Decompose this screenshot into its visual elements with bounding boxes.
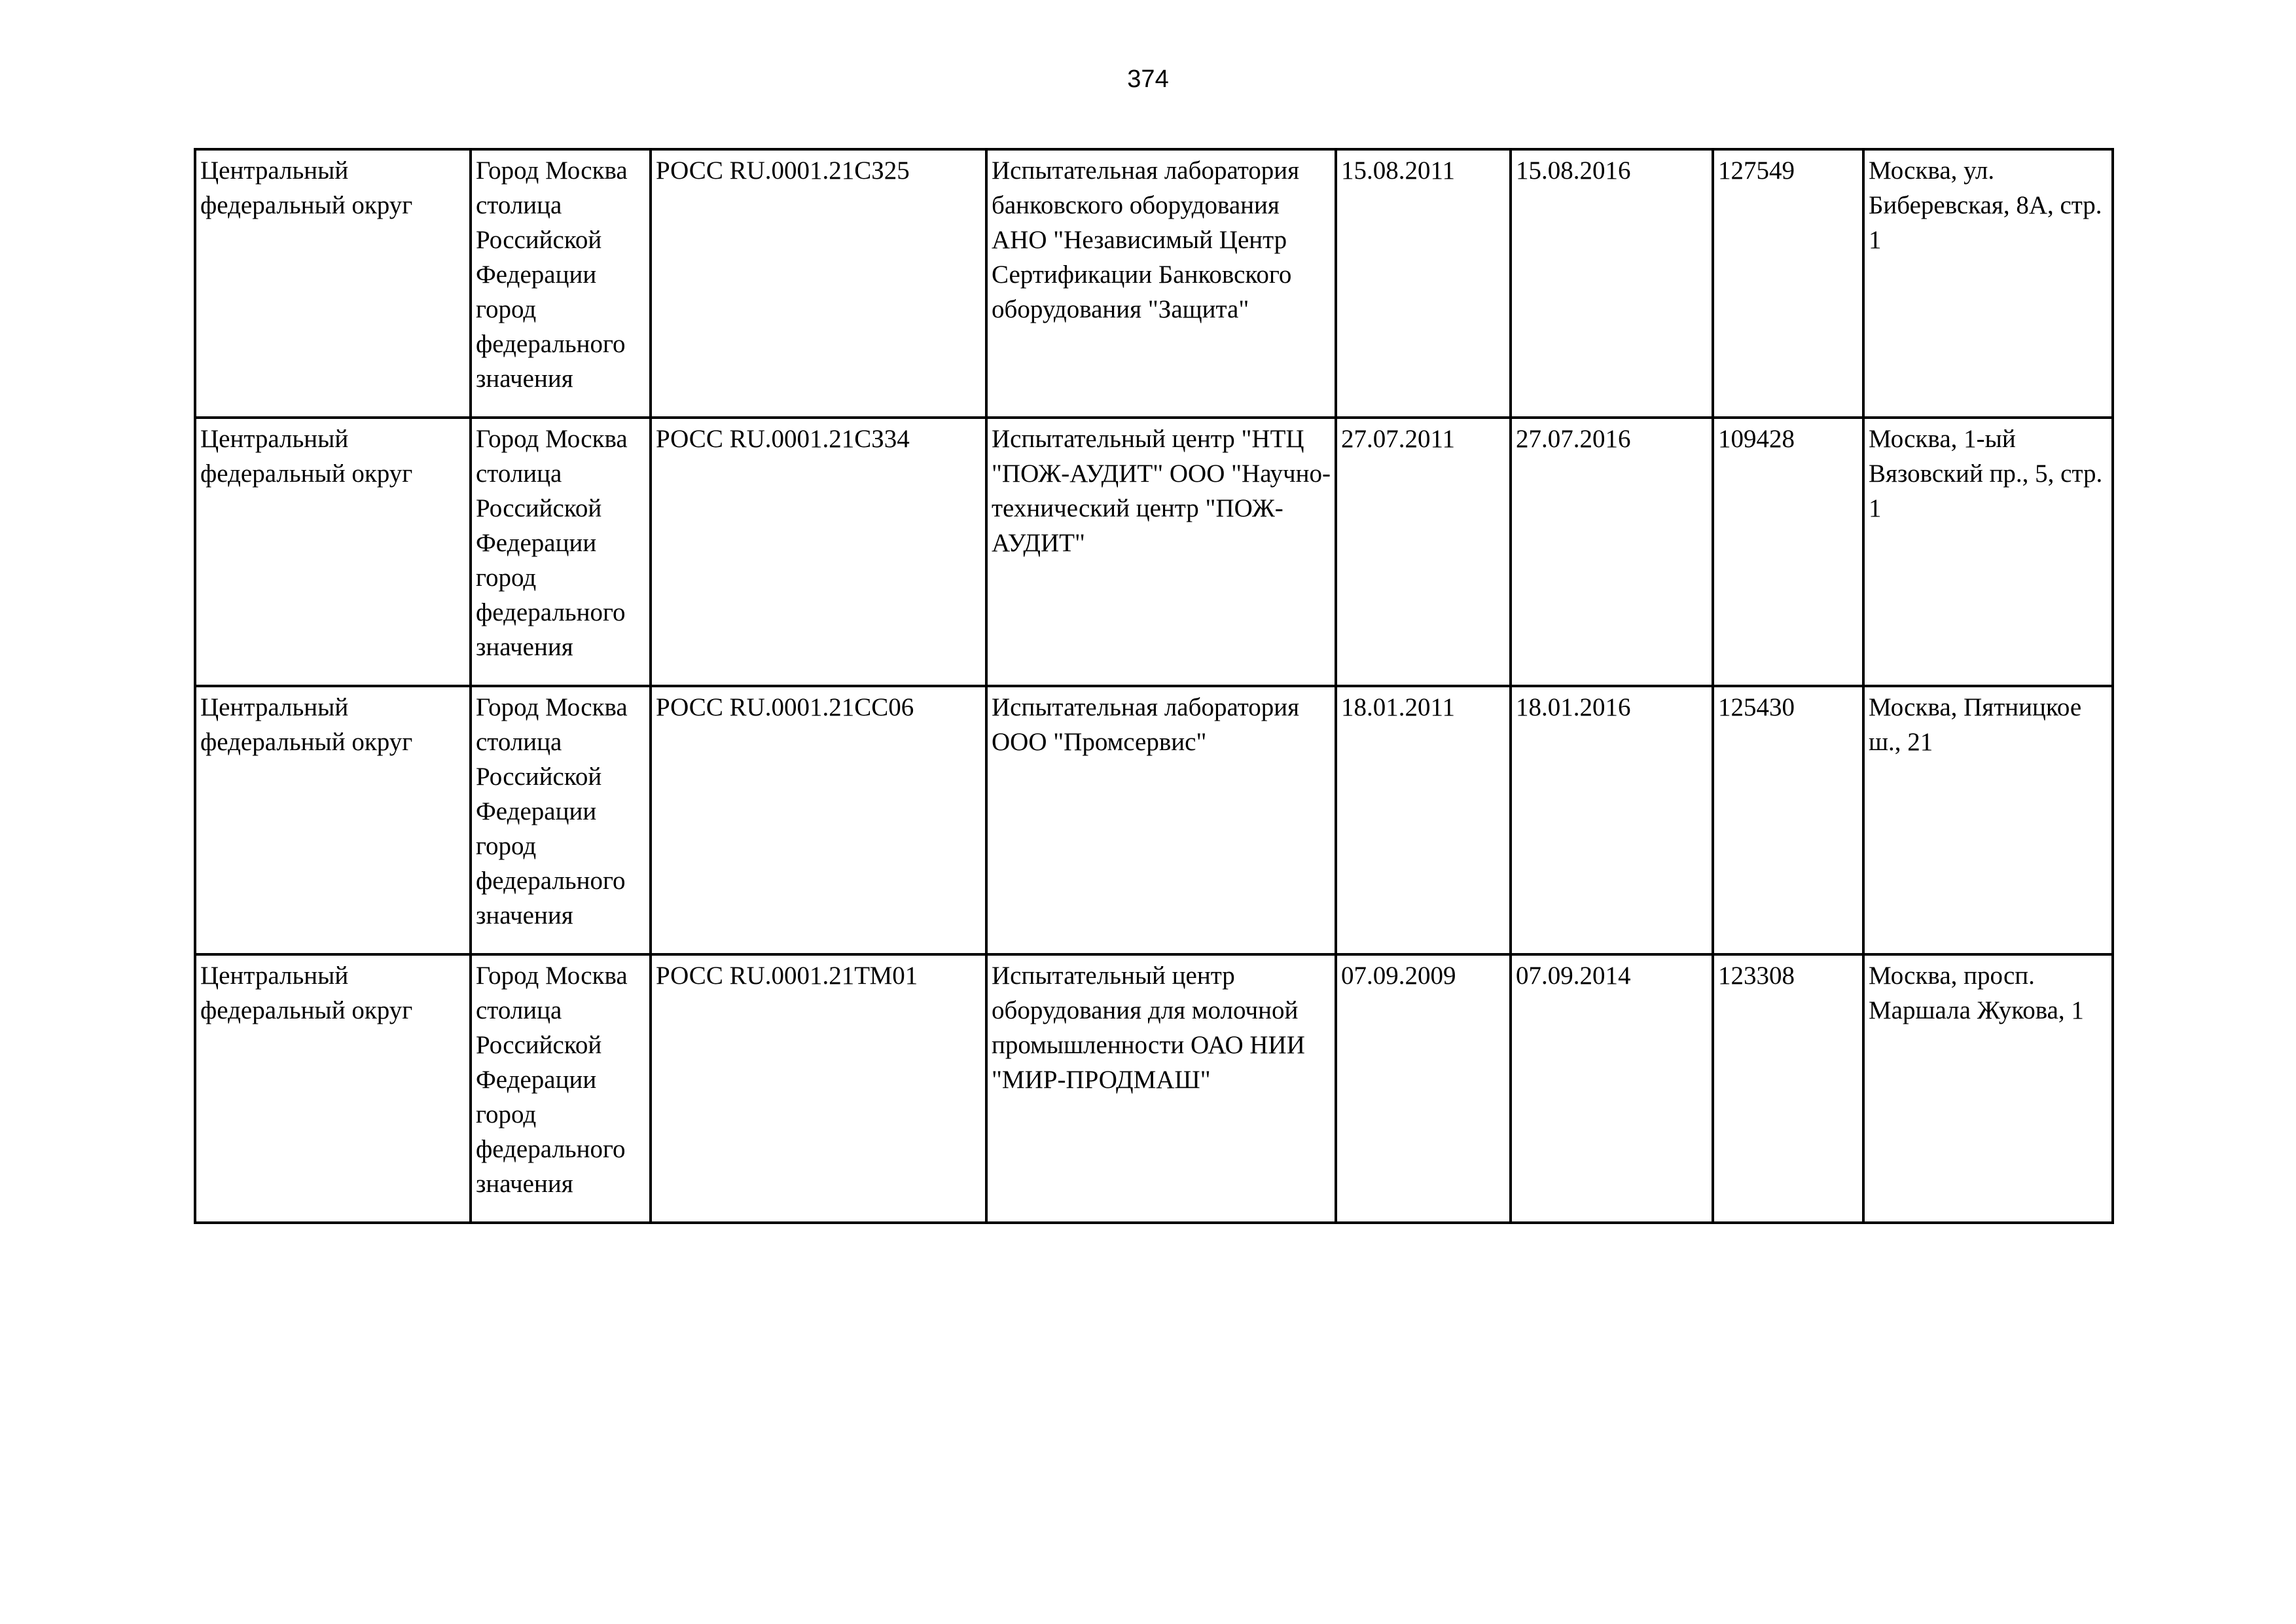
district-cell: Центральный федеральный округ [195,954,471,1223]
region-cell: Город Москва столица Российской Федерации город федерального значения [471,418,651,686]
postcode-cell: 125430 [1713,686,1863,954]
date-from-cell: 15.08.2011 [1336,149,1511,418]
date-from-cell: 27.07.2011 [1336,418,1511,686]
postcode-cell: 109428 [1713,418,1863,686]
date-from-cell: 18.01.2011 [1336,686,1511,954]
date-to-cell: 18.01.2016 [1511,686,1713,954]
organization-cell: Испытательная лаборатория ООО "Промсервис" [986,686,1336,954]
date-to-cell: 07.09.2014 [1511,954,1713,1223]
postcode-cell: 127549 [1713,149,1863,418]
date-to-cell: 27.07.2016 [1511,418,1713,686]
accreditation-cell: РОСС RU.0001.21СЗ34 [651,418,986,686]
date-from-cell: 07.09.2009 [1336,954,1511,1223]
table-row [195,686,2113,954]
accreditation-cell: РОСС RU.0001.21ТМ01 [651,954,986,1223]
organization-cell: Испытательный центр оборудования для молочной промышленности ОАО НИИ "МИР-ПРОДМАШ" [986,954,1336,1223]
address-cell: Москва, 1-ый Вязовский пр., 5, стр. 1 [1863,418,2113,686]
date-to-cell: 15.08.2016 [1511,149,1713,418]
address-cell: Москва, просп. Маршала Жукова, 1 [1863,954,2113,1223]
district-cell: Центральный федеральный округ [195,686,471,954]
organization-cell: Испытательный центр "НТЦ "ПОЖ-АУДИТ" ООО "Научно-технический центр "ПОЖ-АУДИТ" [986,418,1336,686]
district-cell: Центральный федеральный округ [195,149,471,418]
region-cell: Город Москва столица Российской Федерации город федерального значения [471,954,651,1223]
table-row [195,149,2113,418]
district-cell: Центральный федеральный округ [195,418,471,686]
table-row [195,418,2113,686]
region-cell: Город Москва столица Российской Федерации город федерального значения [471,686,651,954]
address-cell: Москва, Пятницкое ш., 21 [1863,686,2113,954]
accreditation-cell: РОСС RU.0001.21СЗ25 [651,149,986,418]
accreditation-cell: РОСС RU.0001.21СС06 [651,686,986,954]
organization-cell: Испытательная лаборатория банковского оборудования АНО "Независимый Центр Сертификации Банковского оборудования "Защита" [986,149,1336,418]
region-cell: Город Москва столица Российской Федерации город федерального значения [471,149,651,418]
address-cell: Москва, ул. Биберевская, 8А, стр. 1 [1863,149,2113,418]
postcode-cell: 123308 [1713,954,1863,1223]
registry-table [194,148,2114,1224]
page-number: 374 [1127,65,1169,93]
table-row [195,954,2113,1223]
